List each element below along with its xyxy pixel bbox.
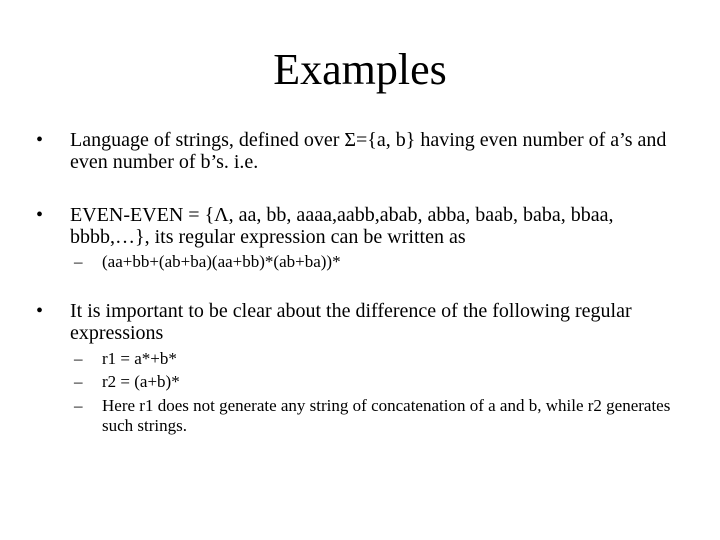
bullet-text: EVEN-EVEN = {Λ, aa, bb, aaaa,aabb,abab, abba, baab, baba, bbaa, bbbb,…}, its regular expression can be written as <box>70 204 614 248</box>
sub-marker: – <box>74 349 83 368</box>
bullet-marker: • <box>36 300 44 322</box>
sub-text: r1 = a*+b* <box>102 349 177 368</box>
sub-text: (aa+bb+(ab+ba)(aa+bb)*(ab+ba))* <box>102 252 341 271</box>
sub-text: r2 = (a+b)* <box>102 372 180 391</box>
sub-marker: – <box>74 372 83 391</box>
sub-text: Here r1 does not generate any string of concatenation of a and b, while r2 generates such strings. <box>102 396 671 435</box>
bullet-text: It is important to be clear about the difference of the following regular expressions <box>70 300 632 344</box>
sub-marker: – <box>74 396 83 415</box>
bullet-marker: • <box>36 129 44 151</box>
slide-title: Examples <box>273 45 447 94</box>
sub-marker: – <box>74 252 83 271</box>
bullet-text: Language of strings, defined over Σ={a, b} having even number of a’s and even number of b’s. i.e. <box>70 129 667 173</box>
bullet-marker: • <box>36 204 44 226</box>
